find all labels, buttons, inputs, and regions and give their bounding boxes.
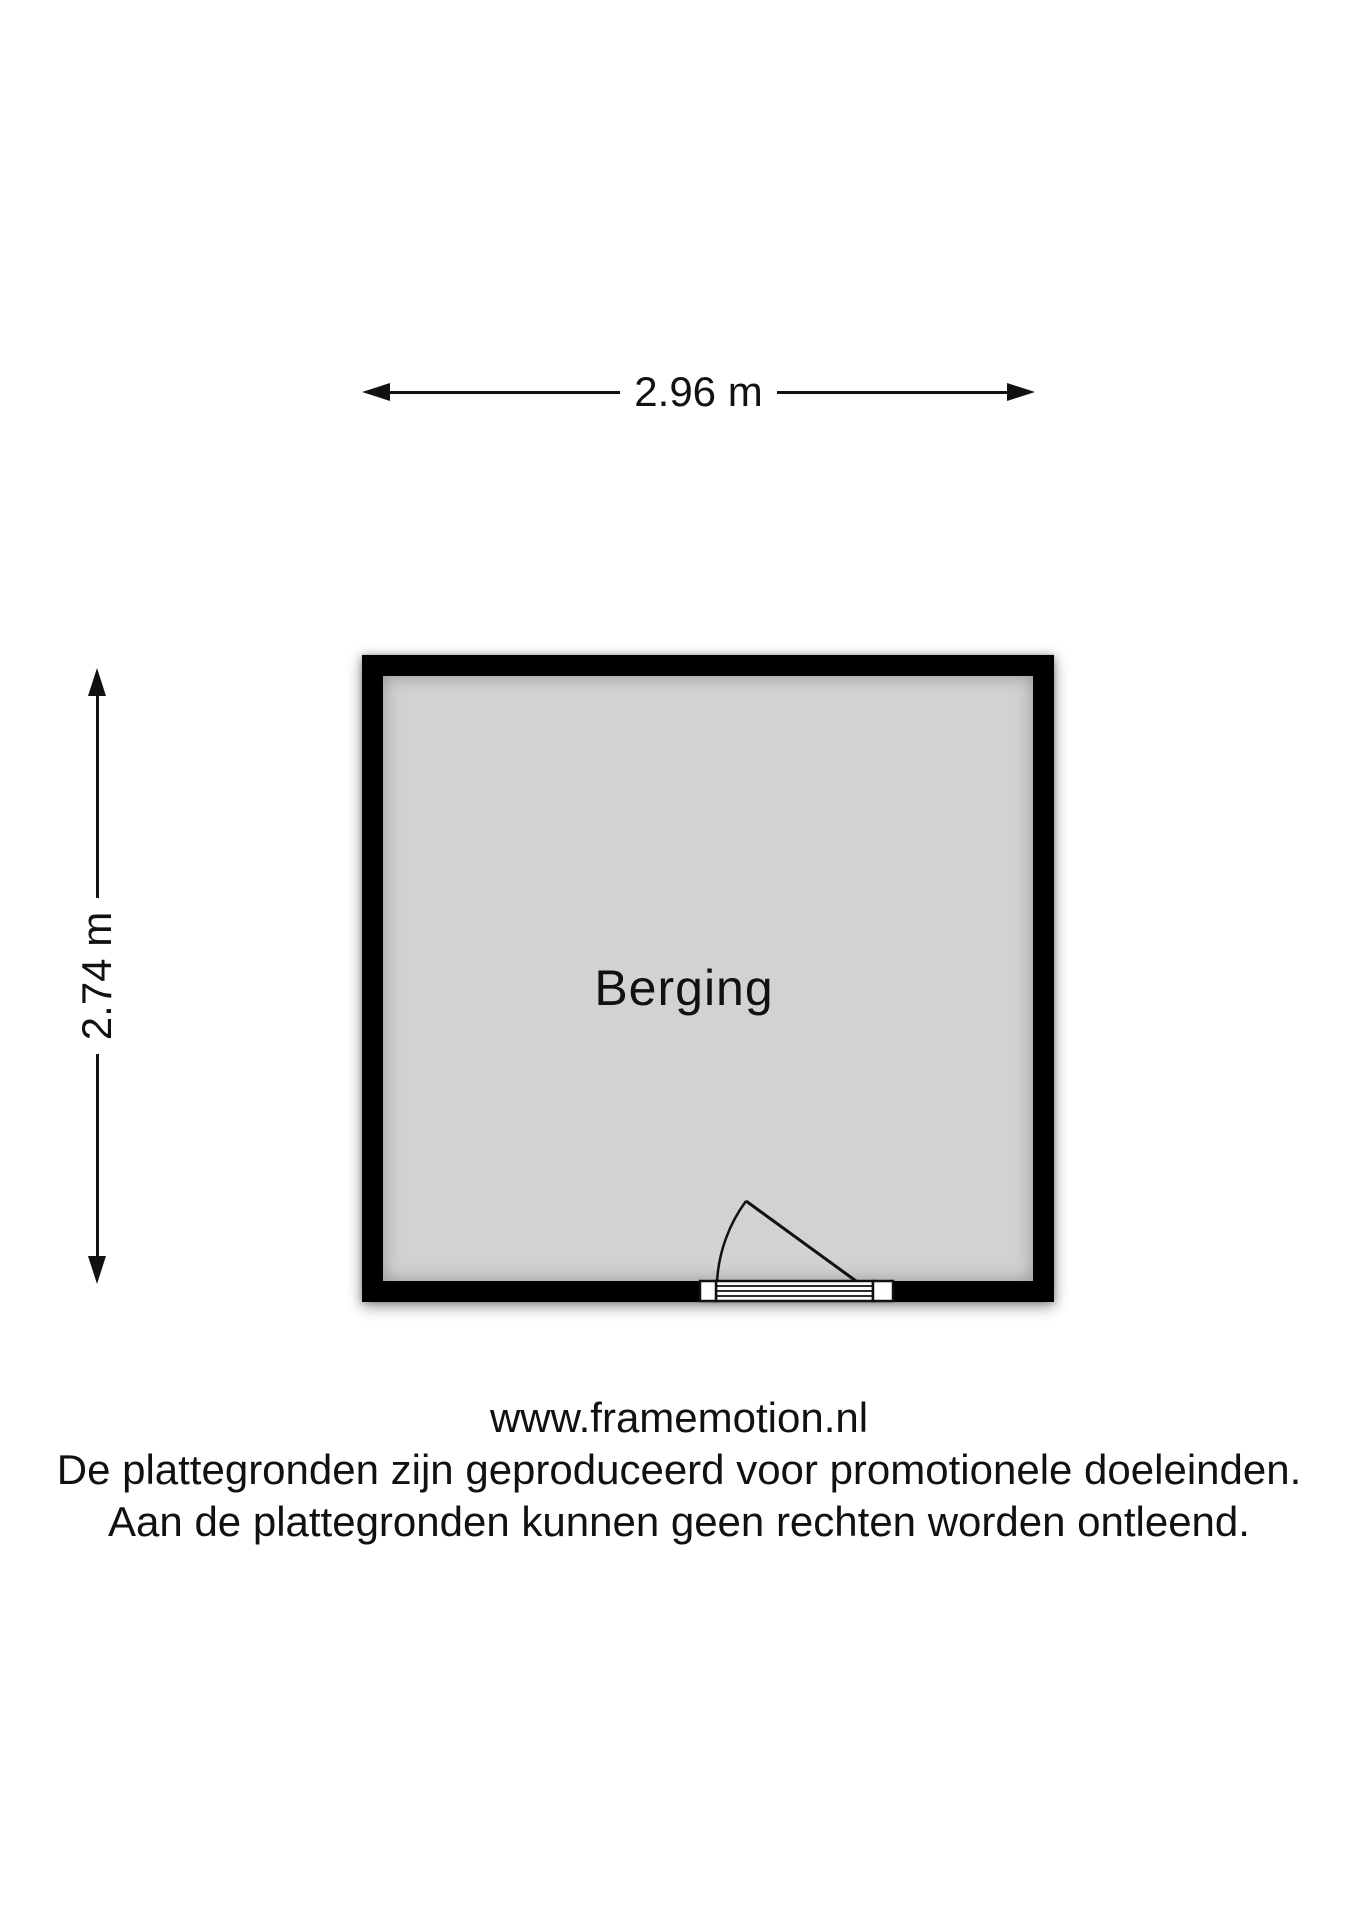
door-leaf	[746, 1201, 867, 1289]
room-label: Berging	[594, 960, 774, 1016]
watermark-website: www.framemotion.nl	[489, 1394, 869, 1441]
door-swing-arc	[717, 1201, 746, 1282]
door-jamb-right	[873, 1281, 893, 1301]
dimension-line	[96, 696, 99, 898]
door	[690, 1185, 905, 1310]
footer	[0, 1392, 1358, 1548]
dimension-arrow-left-icon	[362, 383, 390, 401]
dimension-line	[777, 391, 1007, 394]
disclaimer-line-2: Aan de plattegronden kunnen geen rechten worden ontleend.	[108, 1498, 1250, 1545]
dimension-line	[96, 1054, 99, 1256]
height-dimension-label: 2.74 m	[73, 911, 120, 1041]
dimension-line	[390, 391, 620, 394]
width-dimension	[362, 332, 1035, 452]
dimension-arrow-down-icon	[88, 1256, 106, 1284]
width-dimension-label: 2.96 m	[634, 368, 763, 415]
dimension-arrow-right-icon	[1007, 383, 1035, 401]
height-dimension	[37, 668, 157, 1284]
disclaimer-line-1: De plattegronden zijn geproduceerd voor promotionele doeleinden.	[56, 1446, 1302, 1493]
dimension-arrow-up-icon	[88, 668, 106, 696]
door-jamb-left	[700, 1281, 716, 1301]
